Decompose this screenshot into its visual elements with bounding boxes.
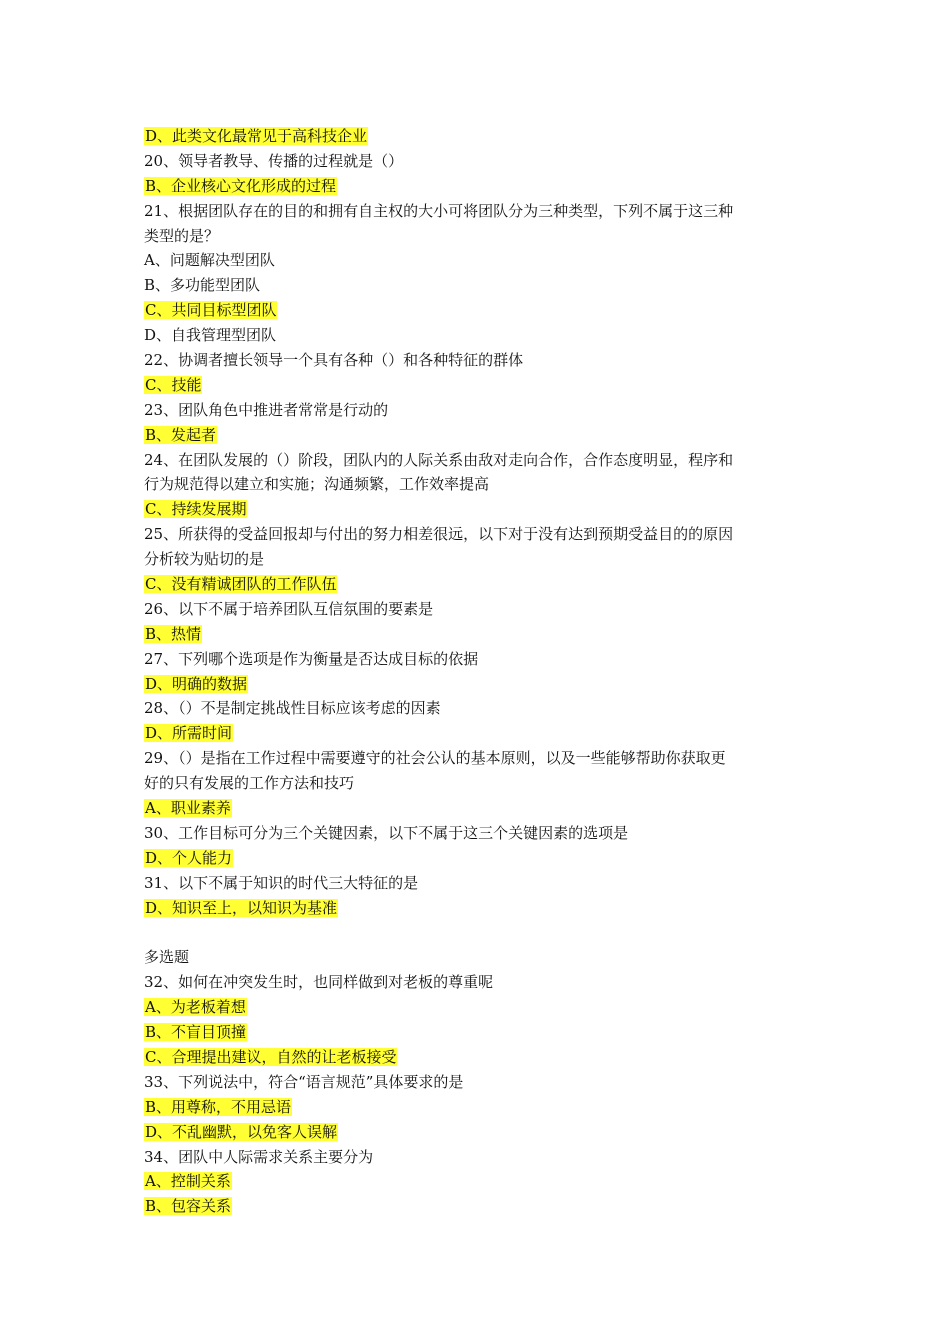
blank-line: [144, 921, 814, 946]
text-line: D、自我管理型团队: [144, 326, 277, 345]
highlighted-answer: B、企业核心文化形成的过程: [145, 176, 337, 195]
highlighted-answer: B、包容关系: [145, 1197, 232, 1216]
question-line: 24、在团队发展的（）阶段，团队内的人际关系由敌对走向合作，合作态度明显，程序和: [144, 450, 734, 469]
highlighted-answer: D、不乱幽默，以免客人误解: [145, 1122, 338, 1141]
answer-line: [144, 124, 814, 149]
answer-line: [144, 1120, 814, 1145]
answer-line: [144, 846, 814, 871]
question-line: 27、下列哪个选项是作为衡量是否达成目标的依据: [144, 649, 479, 668]
question-line: 22、协调者擅长领导一个具有各种（）和各种特征的群体: [144, 351, 524, 370]
answer-line: [144, 1045, 814, 1070]
question-line: 32、如何在冲突发生时，也同样做到对老板的尊重呢: [144, 973, 494, 992]
question-line: 20、领导者教导、传播的过程就是（）: [144, 151, 404, 170]
highlighted-answer: B、发起者: [145, 425, 217, 444]
text-line: 多选题: [144, 948, 190, 967]
question-line: 26、以下不属于培养团队互信氛围的要素是: [144, 599, 434, 618]
question-line: 21、根据团队存在的目的和拥有自主权的大小可将团队分为三种类型，下列不属于这三种: [144, 201, 734, 220]
highlighted-answer: D、知识至上，以知识为基准: [145, 898, 338, 917]
highlighted-answer: B、用尊称，不用忌语: [145, 1097, 292, 1116]
answer-line: [144, 497, 814, 522]
highlighted-answer: D、此类文化最常见于高科技企业: [145, 127, 368, 145]
answer-line: [144, 423, 814, 448]
answer-line: [144, 622, 814, 647]
highlighted-answer: A、为老板着想: [145, 998, 246, 1017]
text-line: A、问题解决型团队: [144, 251, 275, 270]
highlighted-answer: C、技能: [145, 375, 202, 394]
text-line: 类型的是？: [144, 226, 220, 245]
question-line: 34、团队中人际需求关系主要分为: [144, 1147, 374, 1166]
question-line: 30、工作目标可分为三个关键因素，以下不属于这三个关键因素的选项是: [144, 823, 629, 842]
answer-line: [144, 174, 814, 199]
answer-line: [144, 721, 814, 746]
highlighted-answer: C、合理提出建议，自然的让老板接受: [145, 1047, 397, 1066]
answer-line: [144, 1095, 814, 1120]
question-line: 28、（）不是制定挑战性目标应该考虑的因素: [144, 699, 441, 718]
answer-line: [144, 1169, 814, 1194]
answer-line: [144, 995, 814, 1020]
highlighted-answer: D、个人能力: [145, 848, 233, 867]
text-line: B、多功能型团队: [144, 276, 261, 295]
highlighted-answer: C、持续发展期: [145, 500, 247, 519]
answer-line: [144, 796, 814, 821]
question-line: 29、（）是指在工作过程中需要遵守的社会公认的基本原则，以及一些能够帮助你获取更: [144, 749, 726, 768]
text-line: 分析较为贴切的是: [144, 550, 265, 569]
answer-line: [144, 1194, 814, 1219]
question-line: 31、以下不属于知识的时代三大特征的是: [144, 873, 419, 892]
text-line: 行为规范得以建立和实施；沟通频繁，工作效率提高: [144, 475, 490, 494]
answer-line: [144, 896, 814, 921]
highlighted-answer: B、不盲目顶撞: [145, 1023, 247, 1042]
text-line: 好的只有发展的工作方法和技巧: [144, 774, 355, 793]
answer-line: [144, 672, 814, 697]
highlighted-answer: D、明确的数据: [145, 674, 248, 693]
highlighted-answer: B、热情: [145, 624, 202, 643]
answer-line: [144, 373, 814, 398]
highlighted-answer: A、控制关系: [145, 1172, 231, 1191]
highlighted-answer: A、职业素养: [145, 799, 231, 818]
answer-line: [144, 572, 814, 597]
highlighted-answer: C、没有精诚团队的工作队伍: [145, 575, 337, 594]
question-line: 23、团队角色中推进者常常是行动的: [144, 400, 389, 419]
question-line: 25、所获得的受益回报却与付出的努力相差很远，以下对于没有达到预期受益目的的原因: [144, 525, 734, 544]
answer-line: [144, 1020, 814, 1045]
highlighted-answer: D、所需时间: [145, 724, 233, 743]
document-body: [144, 124, 814, 1219]
answer-line: [144, 298, 814, 323]
highlighted-answer: C、共同目标型团队: [145, 301, 277, 320]
question-line: 33、下列说法中，符合“语言规范”具体要求的是: [144, 1072, 464, 1091]
